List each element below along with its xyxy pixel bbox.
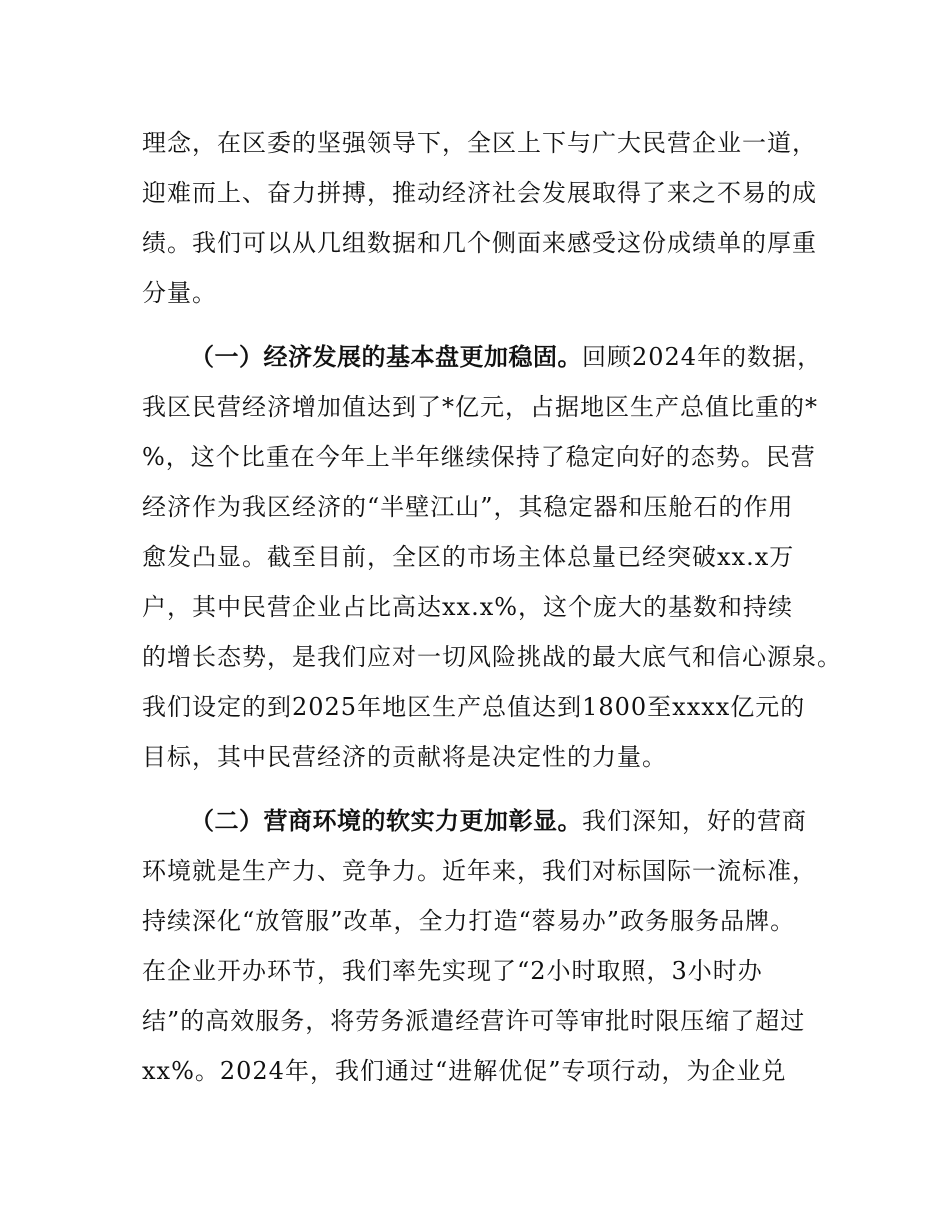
section-1-line-7: 的增长态势，是我们应对一切风险挑战的最大底气和信心源泉。 [142,643,842,671]
section-1-line-2: 我区民营经济增加值达到了*亿元，占据地区生产总值比重的* [142,393,818,421]
intro-line-2: 迎难而上、奋力拼搏，推动经济社会发展取得了来之不易的成 [142,179,817,207]
section-1-first-line-text: 回顾2024年的数据， [582,343,823,371]
intro-line-3: 绩。我们可以从几组数据和几个侧面来感受这份成绩单的厚重 [142,229,817,257]
section-2-line-2: 环境就是生产力、竞争力。近年来，我们对标国际一流标准， [142,857,817,885]
section-1-line-6: 户，其中民营企业占比高达xx.x%，这个庞大的基数和持续 [142,593,794,621]
section-1-line-9: 目标，其中民营经济的贡献将是决定性的力量。 [142,743,667,771]
intro-line-4: 分量。 [142,279,217,307]
section-2-line-4: 在企业开办环节，我们率先实现了“2小时取照，3小时办 [142,957,763,985]
section-2-line-3: 持续深化“放管服”改革，全力打造“蓉易办”政务服务品牌。 [142,907,796,935]
section-2-line-5: 结”的高效服务，将劳务派遣经营许可等审批时限压缩了超过 [142,1007,806,1035]
section-2-heading: （二）营商环境的软实力更加彰显。 [190,807,582,835]
section-1-first-line [190,342,822,372]
section-1-line-4: 经济作为我区经济的“半壁江山”，其稳定器和压舱石的作用 [142,493,794,521]
section-2-first-line [190,806,807,836]
section-1-line-8: 我们设定的到2025年地区生产总值达到1800至xxxx亿元的 [142,693,806,721]
section-2-first-line-text: 我们深知，好的营商 [582,807,807,835]
section-1-line-3: %，这个比重在今年上半年继续保持了稳定向好的态势。民营 [142,443,816,471]
section-1-heading: （一）经济发展的基本盘更加稳固。 [190,343,582,371]
section-1-line-5: 愈发凸显。截至目前，全区的市场主体总量已经突破xx.x万 [142,543,795,571]
intro-line-1: 理念，在区委的坚强领导下，全区上下与广大民营企业一道， [142,129,817,157]
section-2-line-6: xx%。2024年，我们通过“进解优促”专项行动，为企业兑 [142,1057,787,1085]
